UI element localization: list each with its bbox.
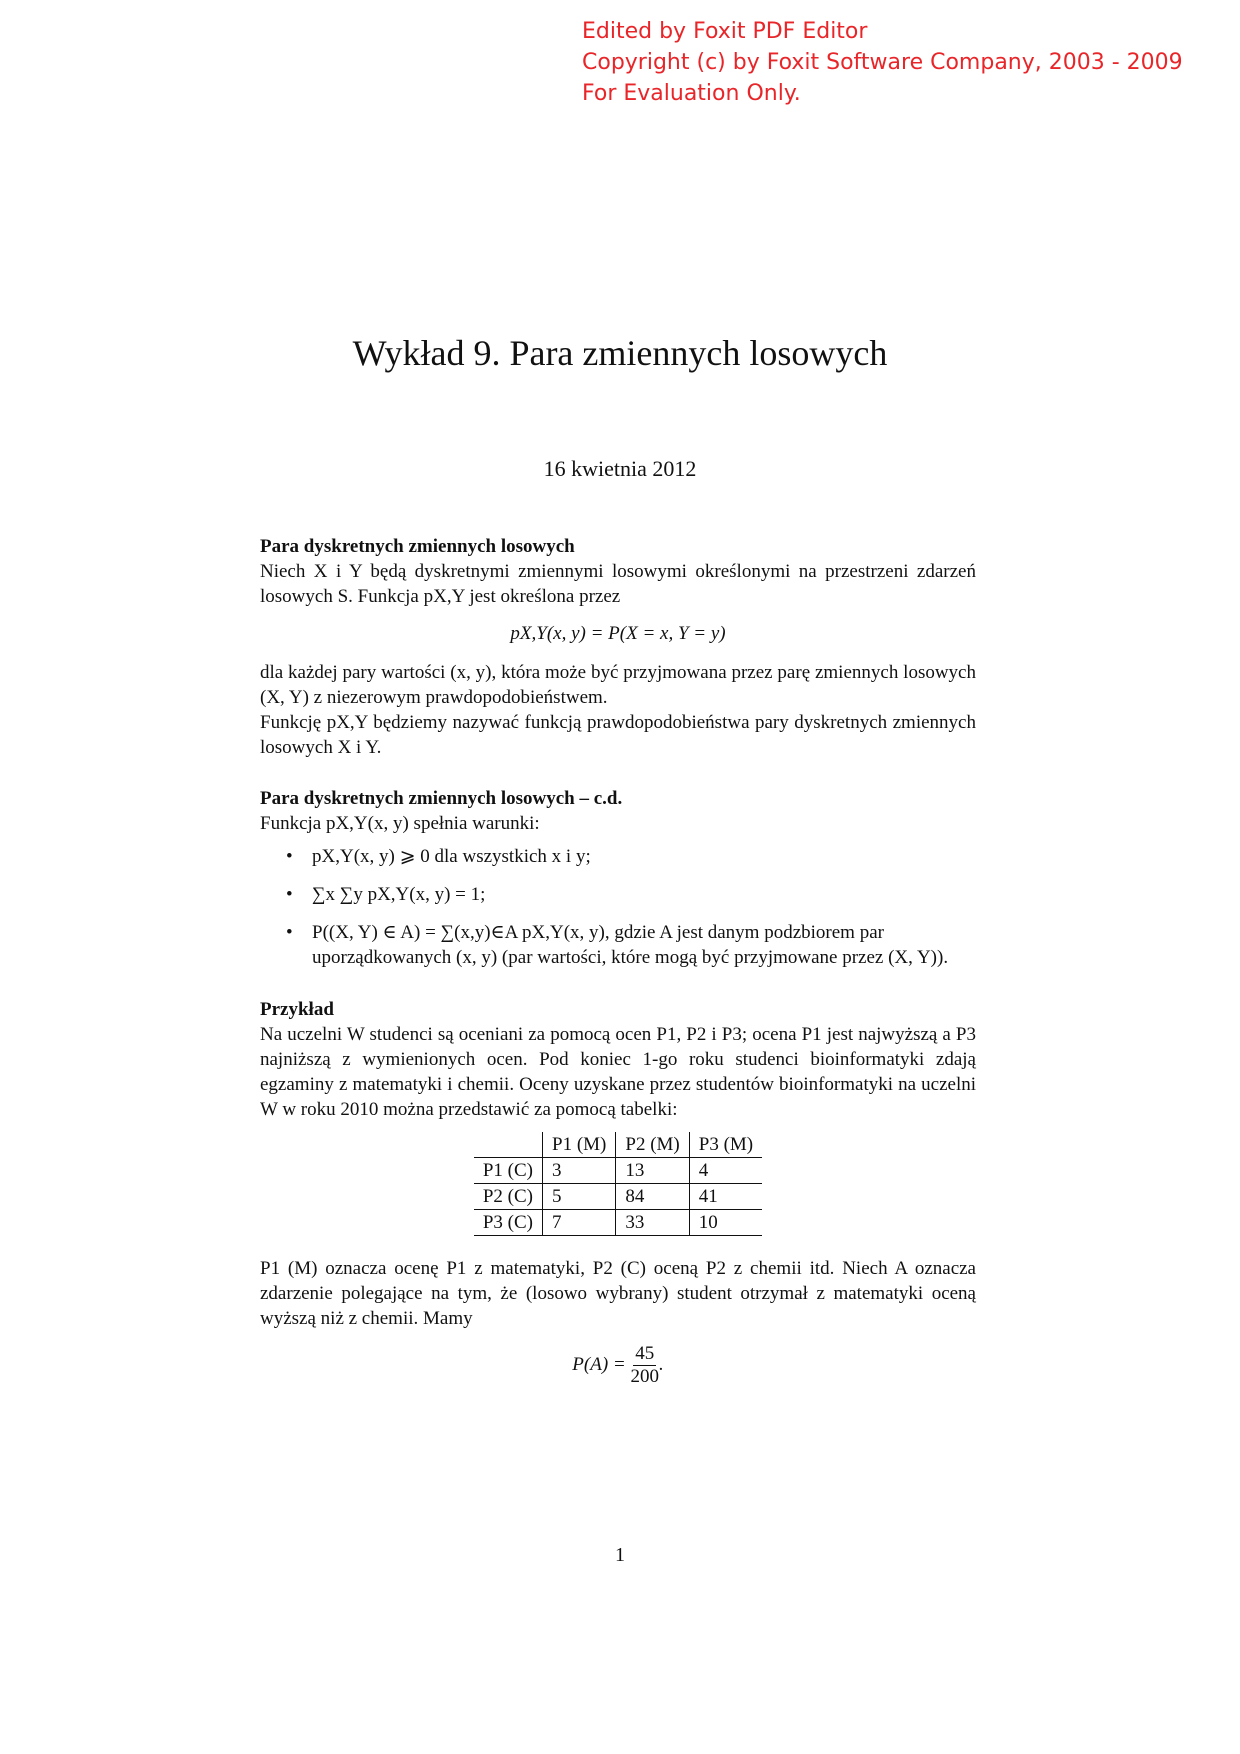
table-cell: 10: [689, 1210, 762, 1236]
conditions-list: [260, 844, 976, 970]
lecture-date: 16 kwietnia 2012: [543, 456, 697, 481]
column-header: P3 (M): [689, 1132, 762, 1158]
table-cell: 4: [689, 1158, 762, 1184]
bullet-icon: •: [286, 922, 293, 943]
row-header: P1 (C): [474, 1158, 543, 1184]
definition-paragraph-2: dla każdej pary wartości (x, y), która może być przyjmowana przez parę zmiennych losowych (X, Y) z niezerowym prawdopodobieństwem.: [260, 662, 976, 708]
section-heading-pairs: Para dyskretnych zmiennych losowych: [260, 536, 575, 557]
table-cell: 5: [543, 1184, 616, 1210]
page-title: Wykład 9. Para zmiennych losowych: [352, 333, 888, 373]
watermark-line-1: Edited by Foxit PDF Editor: [582, 19, 868, 44]
section-heading-example: Przykład: [260, 999, 334, 1020]
table-cell: 41: [689, 1184, 762, 1210]
grades-table: [474, 1132, 762, 1236]
watermark-line-2: Copyright (c) by Foxit Software Company, 2003 - 2009: [582, 50, 1183, 75]
row-header: P2 (C): [474, 1184, 543, 1210]
bullet-icon: •: [286, 846, 293, 867]
result-lhs: P(A) =: [572, 1353, 626, 1375]
probability-result: [260, 1343, 976, 1388]
result-fraction: [630, 1343, 659, 1388]
table-cell: 84: [616, 1184, 689, 1210]
fraction-numerator: 45: [635, 1343, 655, 1364]
table-row: [474, 1158, 762, 1184]
table-cell: 3: [543, 1158, 616, 1184]
example-paragraph: Na uczelni W studenci są oceniani za pomocą ocen P1, P2 i P3; ocena P1 jest najwyższą a P3 najniższą z wymienionych ocen. Pod koniec 1-go roku studenci bioinformatyki zdają egzaminy z matematyki i chemii. Oceny uzyskane przez studentów bioinformatyki na uczelni W w roku 2010 można przedstawić za pomocą tabelki:: [260, 1024, 976, 1120]
column-header: P2 (M): [616, 1132, 689, 1158]
definition-paragraph-3: Funkcję pX,Y będziemy nazywać funkcją prawdopodobieństwa pary dyskretnych zmiennych losowych X i Y.: [260, 712, 976, 758]
foxit-watermark: [582, 16, 1183, 109]
table-row: [474, 1210, 762, 1236]
condition-item: • P((X, Y) ∈ A) = ∑(x,y)∈A pX,Y(x, y), gdzie A jest danym podzbiorem par uporządkowanych (x, y) (par wartości, które mogą być przyjmowane przez (X, Y)).: [286, 922, 949, 968]
section-heading-conditions: Para dyskretnych zmiennych losowych – c.d.: [260, 788, 623, 809]
condition-item: • ∑x ∑y pX,Y(x, y) = 1;: [286, 884, 486, 905]
condition-item: • pX,Y(x, y) ⩾ 0 dla wszystkich x i y;: [286, 846, 591, 867]
definition-paragraph: Niech X i Y będą dyskretnymi zmiennymi losowymi określonymi na przestrzeni zdarzeń losowych S. Funkcja pX,Y jest określona przez: [260, 561, 976, 607]
table-cell: 33: [616, 1210, 689, 1236]
result-period: .: [658, 1353, 664, 1375]
joint-pmf-equation: pX,Y(x, y) = P(X = x, Y = y): [510, 623, 726, 644]
row-header: P3 (C): [474, 1210, 543, 1236]
watermark-line-3: For Evaluation Only.: [582, 81, 801, 106]
bullet-icon: •: [286, 884, 293, 905]
table-cell: 13: [616, 1158, 689, 1184]
table-cell: 7: [543, 1210, 616, 1236]
table-header-row: [474, 1132, 762, 1158]
page-number: 1: [615, 1544, 625, 1566]
column-header: P1 (M): [543, 1132, 616, 1158]
conditions-intro: Funkcja pX,Y(x, y) spełnia warunki:: [260, 813, 540, 834]
table-row: [474, 1184, 762, 1210]
lecture-content: [260, 534, 976, 1388]
fraction-denominator: 200: [630, 1366, 659, 1387]
example-explanation: P1 (M) oznacza ocenę P1 z matematyki, P2 (C) oceną P2 z chemii itd. Niech A oznacza zdarzenie polegające na tym, że (losowo wybrany) student otrzymał z matematyki oceną wyższą niż z chemii. Mamy: [260, 1258, 976, 1329]
